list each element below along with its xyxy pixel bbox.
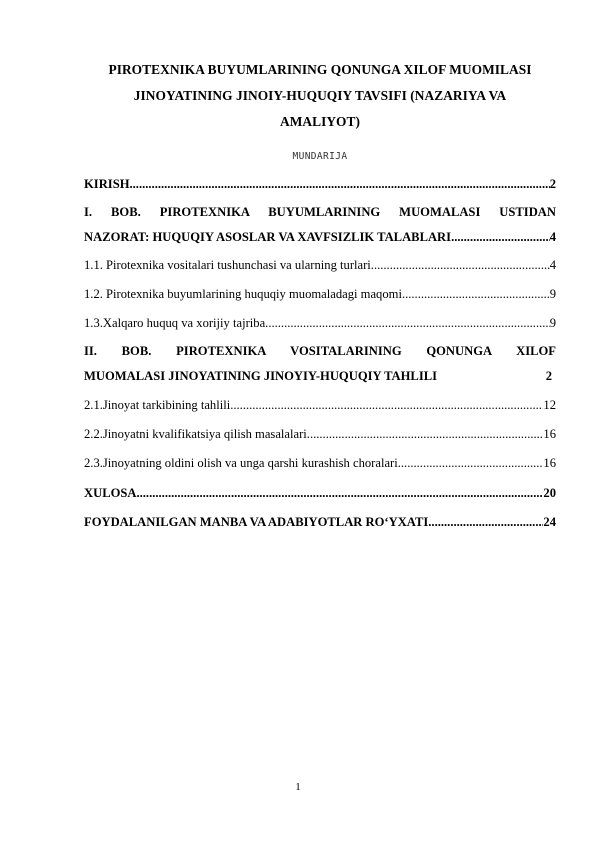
title-line-2: JINOYATINING JINOIY-HUQUQIY TAVSIFI (NAZARIYA VA — [133, 88, 507, 103]
toc-entry-bob-2-line-2[interactable] — [84, 368, 556, 384]
toc-entry-bob-2-line-1[interactable]: II. BOB. PIROTEXNIKA VOSITALARINING QONUNGA XILOF — [84, 344, 556, 358]
toc-page-number: 9 — [549, 316, 556, 330]
document-title — [84, 57, 556, 135]
title-line-1: PIROTEXNIKA BUYUMLARINING QONUNGA XILOF MUOMILASI — [108, 62, 532, 77]
toc-entry-kirish[interactable] — [84, 176, 556, 192]
toc-page-number: 20 — [543, 486, 556, 500]
contents-heading: MUNDARIJA — [292, 151, 348, 162]
toc-entry-label: XULOSA — [84, 486, 137, 500]
toc-entry-bob-1-line-2[interactable] — [84, 229, 556, 245]
dot-leader — [230, 397, 543, 413]
toc-entry-label: FOYDALANILGAN MANBA VA ADABIYOTLAR RO‘YXATI — [84, 515, 429, 529]
dot-leader — [428, 514, 543, 530]
dot-leader — [130, 176, 550, 192]
dot-leader — [398, 455, 544, 471]
toc-page-number: 16 — [543, 456, 556, 470]
toc-entry-label: MUOMALASI JINOYATINING JINOYIY-HUQUQIY TAHLILI — [84, 369, 438, 383]
toc-entry-1-1[interactable] — [84, 257, 556, 273]
toc-entry-1-2[interactable] — [84, 286, 556, 302]
toc-page-number: 24 — [543, 515, 556, 529]
toc-entry-bob-1-line-1[interactable]: I. BOB. PIROTEXNIKA BUYUMLARINING MUOMALASI USTIDAN — [84, 205, 556, 219]
page-number: 1 — [295, 781, 301, 793]
dot-leader — [307, 426, 544, 442]
toc-entry-references[interactable] — [84, 514, 556, 530]
toc-entry-label: 1.1. Pirotexnika vositalari tushunchasi va ularning turlari — [84, 258, 371, 272]
toc-entry-2-2[interactable] — [84, 426, 556, 442]
dot-leader — [402, 286, 550, 302]
toc-entry-label: 1.3.Xalqaro huquq va xorijiy tajriba — [84, 316, 266, 330]
toc-entry-2-3[interactable] — [84, 455, 556, 471]
toc-page-number: 2 — [549, 177, 556, 191]
toc-entry-2-1[interactable] — [84, 397, 556, 413]
dot-leader — [451, 229, 550, 245]
dot-leader — [136, 485, 543, 501]
toc-entry-label: 2.2.Jinoyatni kvalifikatsiya qilish masalalari — [84, 427, 307, 441]
toc-entry-label: 2.1.Jinoyat tarkibining tahlili — [84, 398, 231, 412]
toc-page-number: 9 — [549, 287, 556, 301]
toc-entry-1-3[interactable] — [84, 315, 556, 331]
toc-page-number: 4 — [549, 230, 556, 244]
toc-entry-xulosa[interactable] — [84, 485, 556, 501]
toc-page-number: 2 — [545, 369, 552, 383]
dot-leader — [371, 257, 550, 273]
toc-entry-label: NAZORAT: HUQUQIY ASOSLAR VA XAVFSIZLIK TALABLARI — [84, 230, 452, 244]
dot-leader — [265, 315, 550, 331]
toc-entry-label: KIRISH — [84, 177, 130, 191]
toc-page-number: 4 — [549, 258, 556, 272]
toc-entry-label: 1.2. Pirotexnika buyumlarining huquqiy muomaladagi maqomi — [84, 287, 402, 301]
toc-page-number: 16 — [543, 427, 556, 441]
title-line-3: AMALIYOT) — [279, 114, 361, 129]
toc-page-number: 12 — [543, 398, 556, 412]
toc-entry-label: 2.3.Jinoyatning oldini olish va unga qarshi kurashish choralari — [84, 456, 398, 470]
